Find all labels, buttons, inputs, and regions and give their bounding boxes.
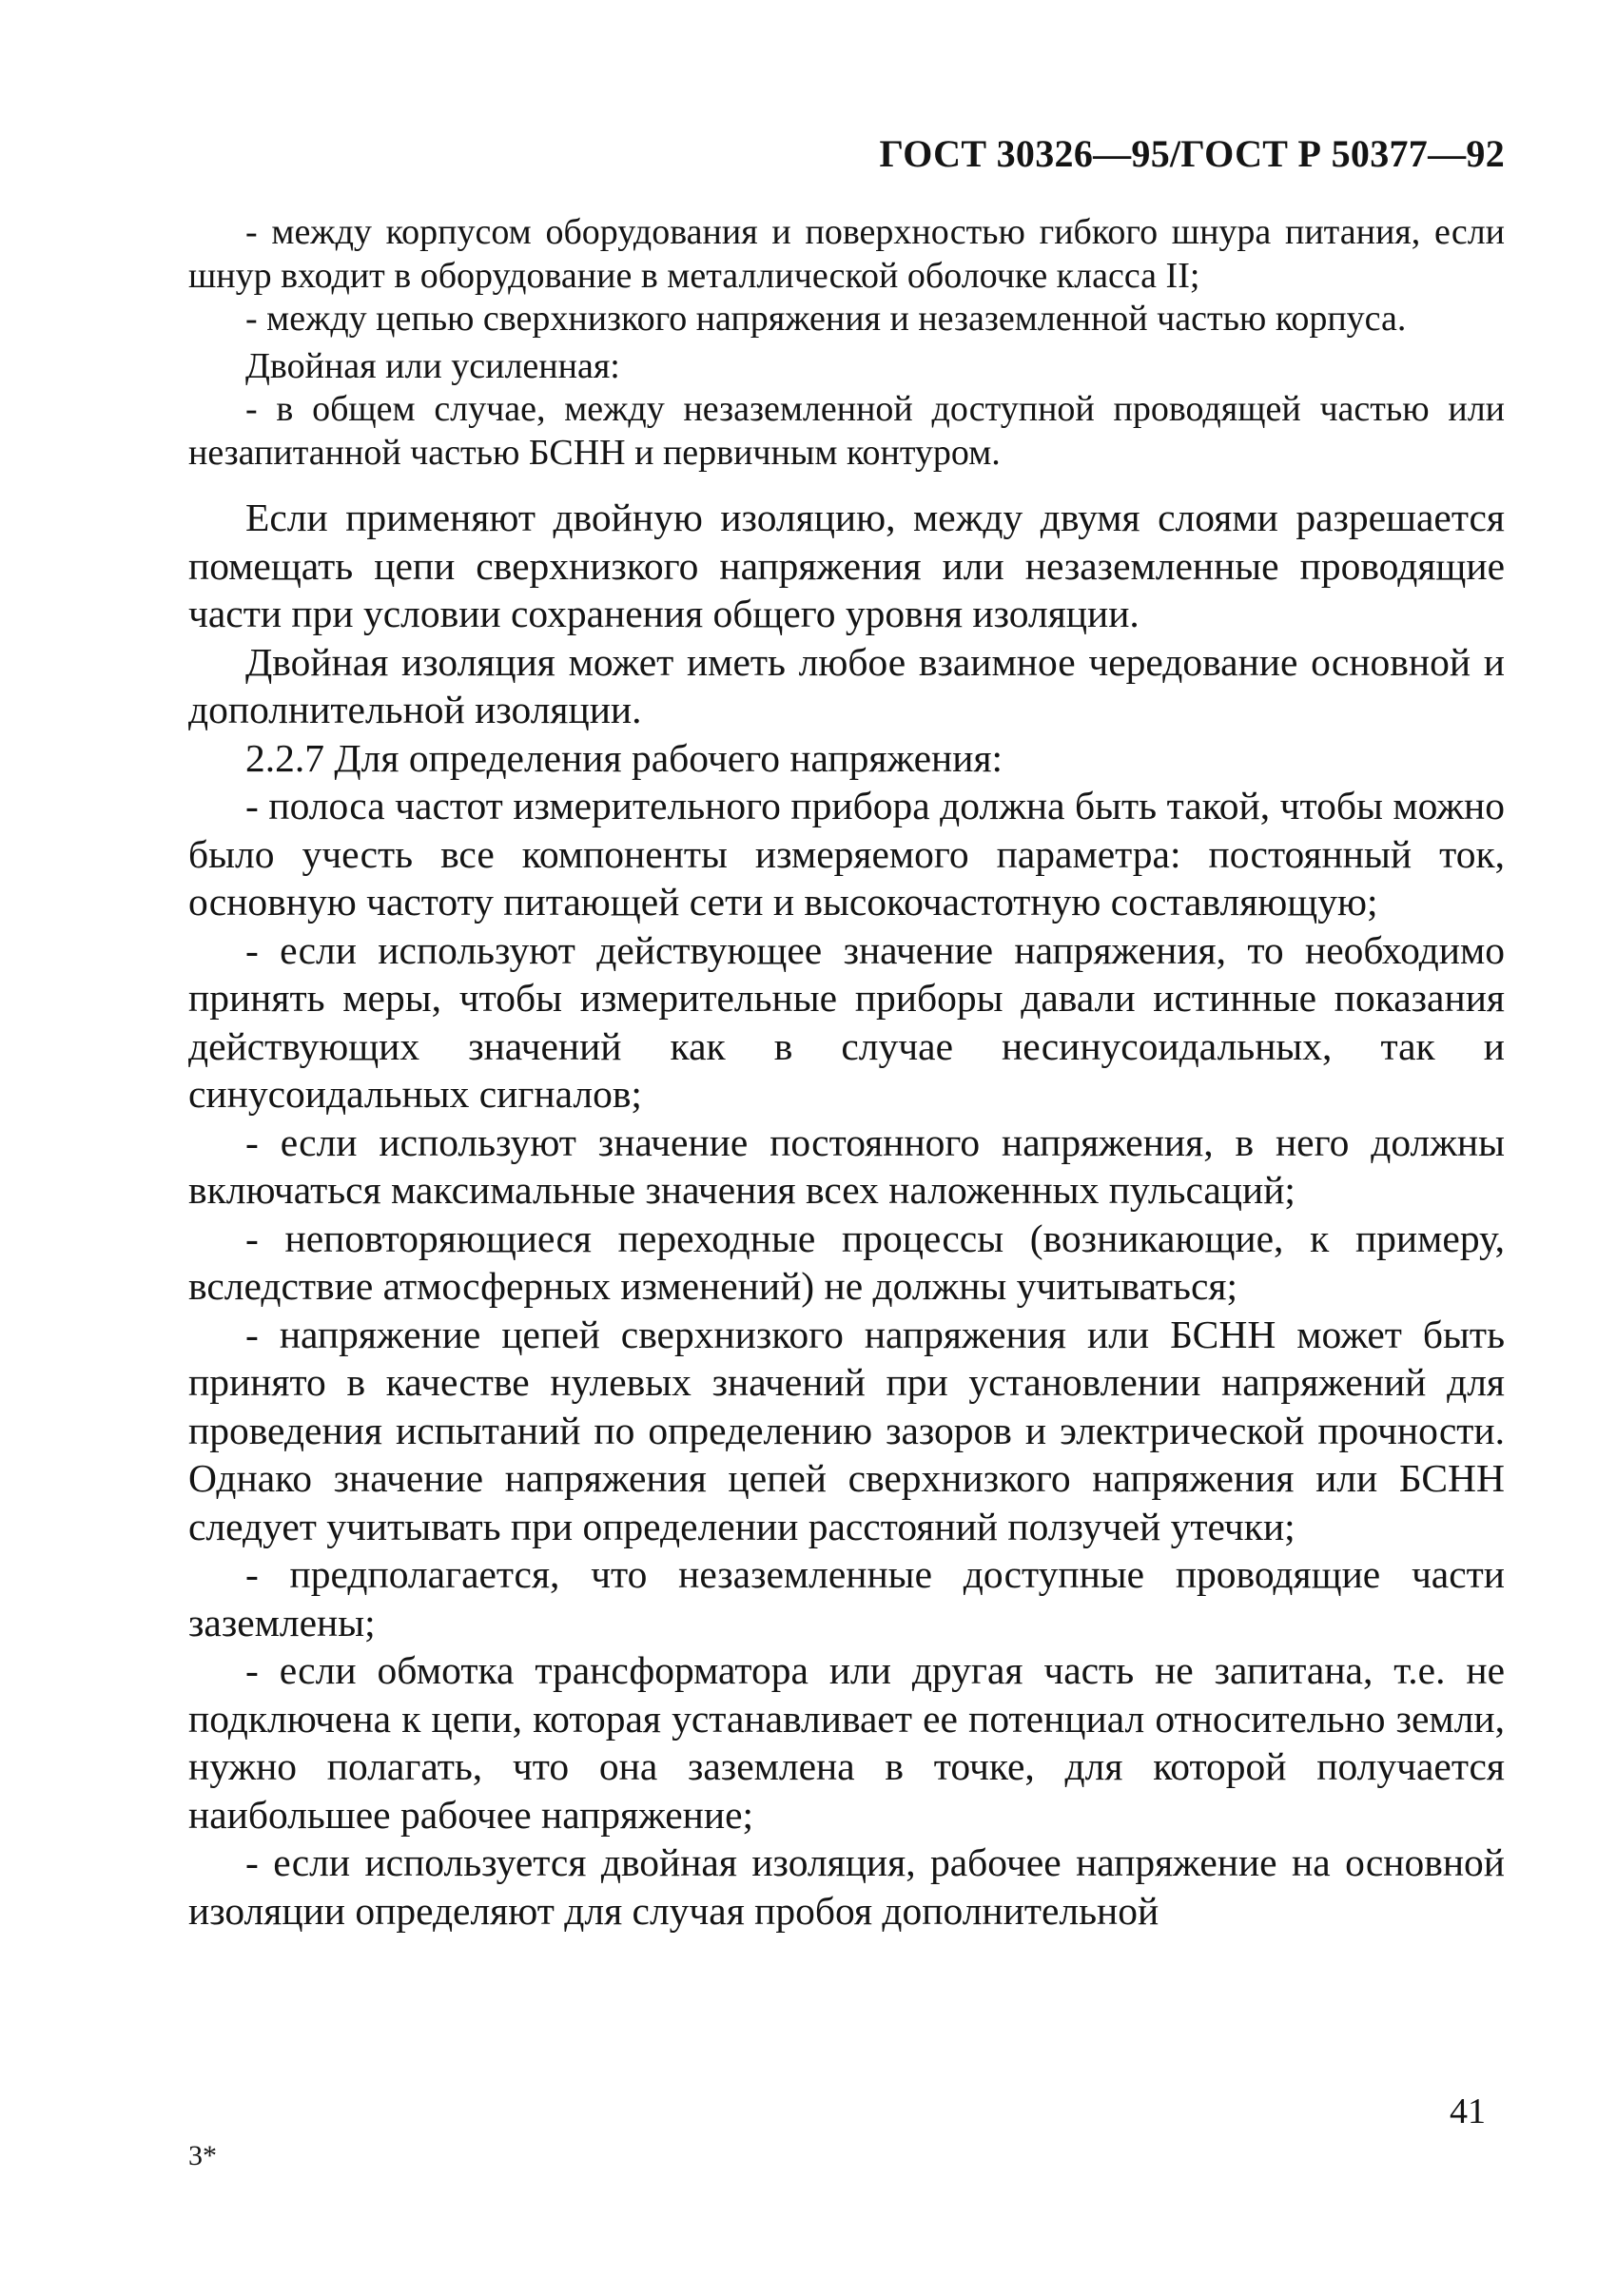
list-item: - если обмотка трансформатора или другая часть не запитана, т.е. не подключена к цепи, которая устанавливает ее потенциал относительно земли, нужно полагать, что она заземлена в точке, для которой получается наибольшее рабочее напряжение;: [188, 1648, 1505, 1837]
paragraph: Если применяют двойную изоляцию, между двумя слоями разрешается помещать цепи сверхнизкого напряжения или незаземленные проводящие части при условии сохранения общего уровня изоляции.: [188, 496, 1505, 635]
list-item: - неповторяющиеся переходные процессы (возникающие, к примеру, вследствие атмосферных изменений) не должны учитываться;: [188, 1216, 1505, 1308]
list-item: - предполагается, что незаземленные доступные проводящие части заземлены;: [188, 1552, 1505, 1644]
paragraph: Двойная или усиленная:: [245, 345, 620, 386]
small-type-section: [188, 211, 1505, 475]
running-header: ГОСТ 30326—95/ГОСТ Р 50377—92: [879, 132, 1505, 175]
section-heading: 2.2.7 Для определения рабочего напряжения:: [245, 735, 1003, 780]
list-item: - если используют значение постоянного напряжения, в него должны включаться максимальные значения всех наложенных пульсаций;: [188, 1119, 1505, 1212]
main-text-section: [188, 494, 1505, 1935]
paragraph: Двойная изоляция может иметь любое взаимное чередование основной и дополнительной изоляции.: [188, 639, 1505, 731]
list-item: - если используется двойная изоляция, рабочее напряжение на основной изоляции определяют для случая пробоя дополнительной: [188, 1840, 1505, 1933]
page-body: [188, 211, 1505, 1935]
list-item: - если используют действующее значение напряжения, то необходимо принять меры, чтобы измерительные приборы давали истинные показания действующих значений как в случае несинусоидальных, так и синусоидальных сигналов;: [188, 927, 1505, 1116]
paragraph: - между корпусом оборудования и поверхностью гибкого шнура питания, если шнур входит в оборудование в металлической оболочке класса II;: [188, 212, 1505, 296]
signature-mark: 3*: [188, 2140, 217, 2171]
paragraph: - между цепью сверхнизкого напряжения и незаземленной частью корпуса.: [245, 299, 1407, 339]
page-number: 41: [1450, 2092, 1486, 2131]
list-item: - полоса частот измерительного прибора должна быть такой, чтобы можно было учесть все компоненты измеряемого параметра: постоянный ток, основную частоту питающей сети и высокочастотную составляющую;: [188, 784, 1505, 924]
paragraph: - в общем случае, между незаземленной доступной проводящей частью или незапитанной частью БСНН и первичным контуром.: [188, 389, 1505, 473]
list-item: - напряжение цепей сверхнизкого напряжения или БСНН может быть принято в качестве нулевых значений при установлении напряжений для проведения испытаний по определению зазоров и электрической прочности. Однако значение напряжения цепей сверхнизкого напряжения или БСНН следует учитывать при определении расстояний ползучей утечки;: [188, 1312, 1505, 1548]
